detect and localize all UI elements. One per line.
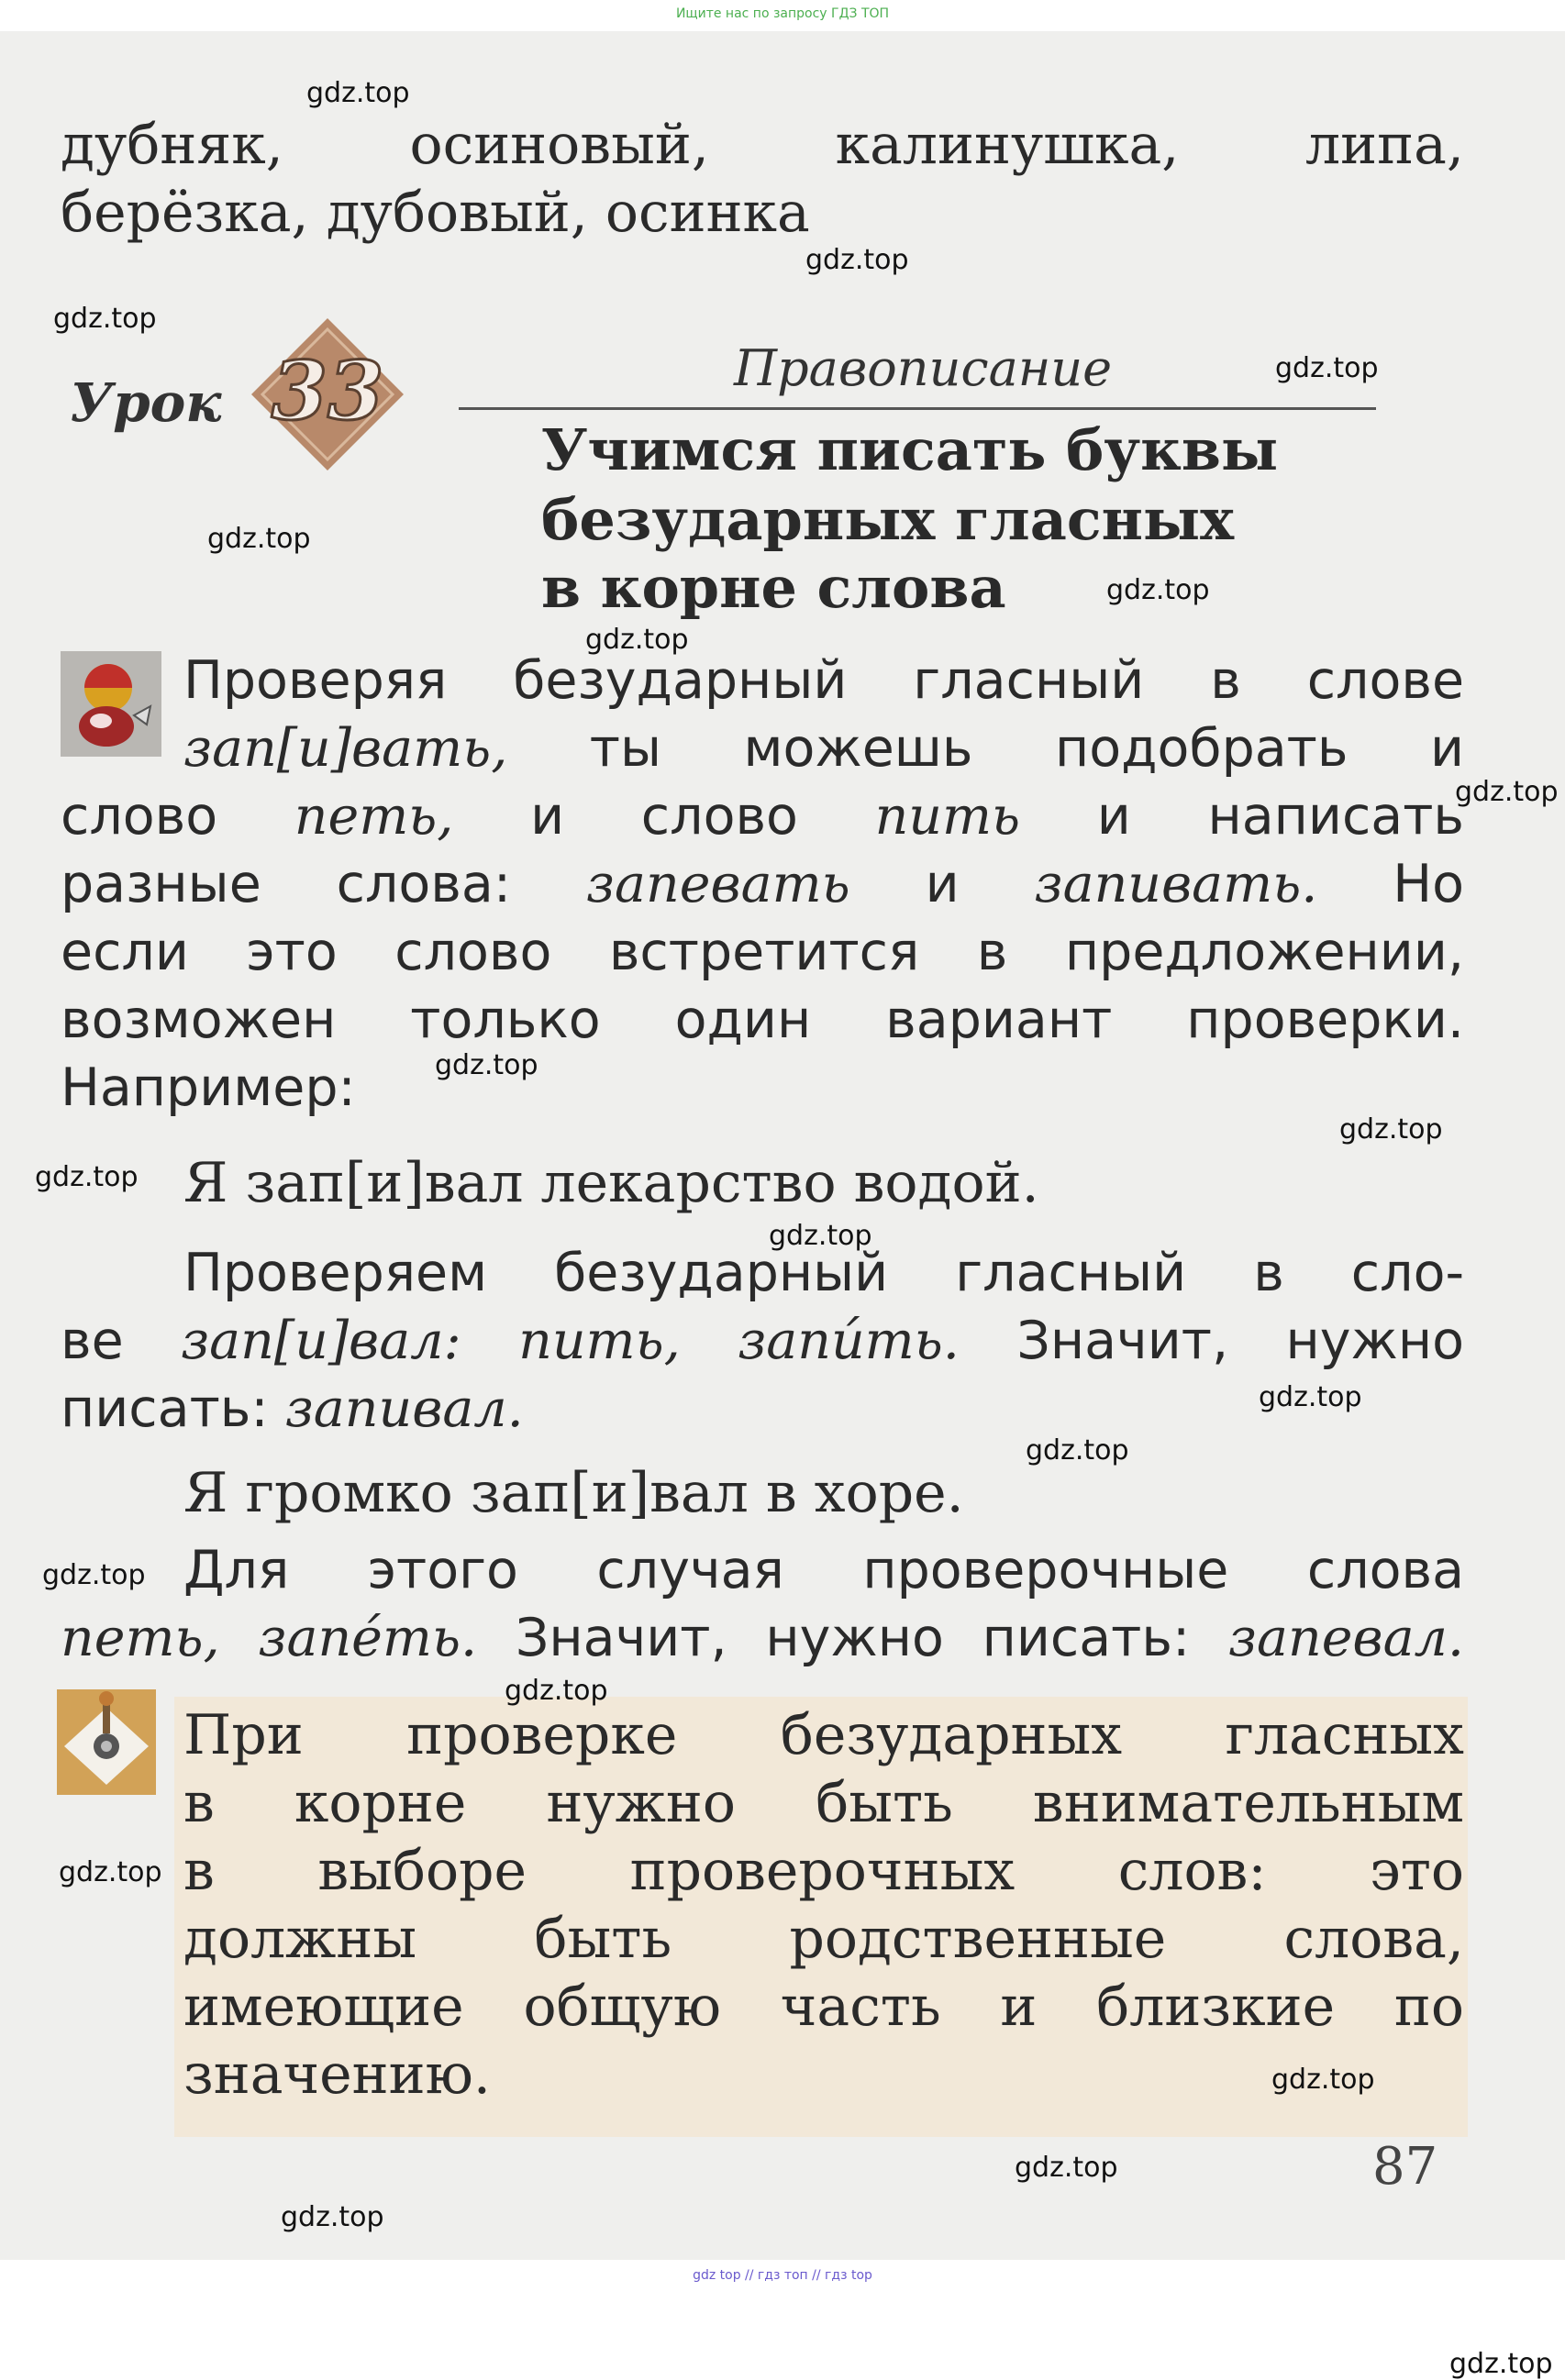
- p3-line-2: петь, запе́ть. Значит, нужно писать: запевал.: [61, 1608, 1464, 1668]
- intro-line-1: дубняк, осиновый, калинушка, липа,: [61, 113, 1464, 177]
- watermark: gdz.top: [435, 1049, 538, 1081]
- watermark: gdz.top: [1449, 2348, 1553, 2380]
- rule-line-4: должны быть родственные слова,: [183, 1907, 1464, 1971]
- p2-line-3: писать: запивал.: [61, 1378, 524, 1439]
- p1-line-4: разные слова: запевать и запивать. Но: [61, 854, 1465, 914]
- p1-line-5: если это слово встретится в предложении,: [61, 922, 1465, 982]
- watermark: gdz.top: [59, 1856, 162, 1888]
- speaker-icon: [61, 651, 161, 757]
- top-banner: Ищите нас по запросу ГДЗ ТОП: [0, 0, 1565, 31]
- rule-line-5: имеющие общую часть и близкие по: [183, 1975, 1464, 2039]
- lesson-title-line-2: безударных гласных: [541, 486, 1235, 553]
- watermark: gdz.top: [1106, 574, 1210, 606]
- watermark: gdz.top: [1259, 1381, 1362, 1413]
- rule-line-1: При проверке безударных гласных: [183, 1703, 1464, 1767]
- example-1: Я зап[и]вал лекарство водой.: [183, 1151, 1039, 1215]
- watermark: gdz.top: [585, 624, 689, 656]
- watermark: gdz.top: [53, 303, 157, 335]
- topic-divider: [459, 407, 1376, 410]
- watermark: gdz.top: [769, 1220, 872, 1252]
- watermark: gdz.top: [42, 1559, 146, 1591]
- p1-line-3: слово петь, и слово пить и написать: [61, 786, 1465, 847]
- diamond-badge-icon: [250, 316, 405, 472]
- intro-line-2: берёзка, дубовый, осинка: [61, 181, 810, 245]
- watermark: gdz.top: [1455, 776, 1559, 808]
- rule-line-3: в выборе проверочных слов: это: [183, 1839, 1465, 1903]
- example-2: Я громко зап[и]вал в хоре.: [183, 1461, 964, 1525]
- watermark: gdz.top: [1026, 1434, 1129, 1467]
- rule-line-6: значению.: [183, 2042, 491, 2107]
- watermark: gdz.top: [207, 523, 311, 555]
- watermark: gdz.top: [805, 244, 909, 276]
- lesson-topic: Правописание: [734, 339, 1113, 397]
- lesson-title-line-3: в корне слова: [541, 554, 1006, 621]
- watermark: gdz.top: [1339, 1113, 1443, 1146]
- watermark: gdz.top: [505, 1675, 608, 1707]
- p1-line-7: Например:: [61, 1057, 356, 1118]
- bottom-banner: gdz top // гдз топ // гдз top: [0, 2260, 1565, 2292]
- p1-line-6: возможен только один вариант проверки.: [61, 990, 1465, 1050]
- lesson-number: 33: [271, 343, 384, 438]
- watermark: gdz.top: [1015, 2152, 1118, 2184]
- watermark: gdz.top: [281, 2201, 384, 2233]
- p2-line-1: Проверяем безударный гласный в сло-: [183, 1243, 1465, 1303]
- watermark: gdz.top: [306, 77, 410, 109]
- p2-line-2: ве зап[и]вал: пить, запи́ть. Значит, нужно: [61, 1311, 1465, 1371]
- watermark: gdz.top: [35, 1161, 139, 1193]
- lesson-title-line-1: Учимся писать буквы: [541, 416, 1279, 483]
- watermark: gdz.top: [1275, 352, 1379, 384]
- p3-line-1: Для этого случая проверочные слова: [183, 1540, 1465, 1600]
- rule-line-2: в корне нужно быть внимательным: [183, 1771, 1465, 1835]
- watermark: gdz.top: [1271, 2064, 1375, 2096]
- p1-line-2: зап[и]вать, ты можешь подобрать и: [183, 718, 1464, 779]
- p1-line-1: Проверяя безударный гласный в слове: [183, 650, 1465, 711]
- lesson-label: Урок: [70, 371, 222, 434]
- page-number: 87: [1372, 2137, 1438, 2197]
- rule-marker-icon: [57, 1689, 156, 1795]
